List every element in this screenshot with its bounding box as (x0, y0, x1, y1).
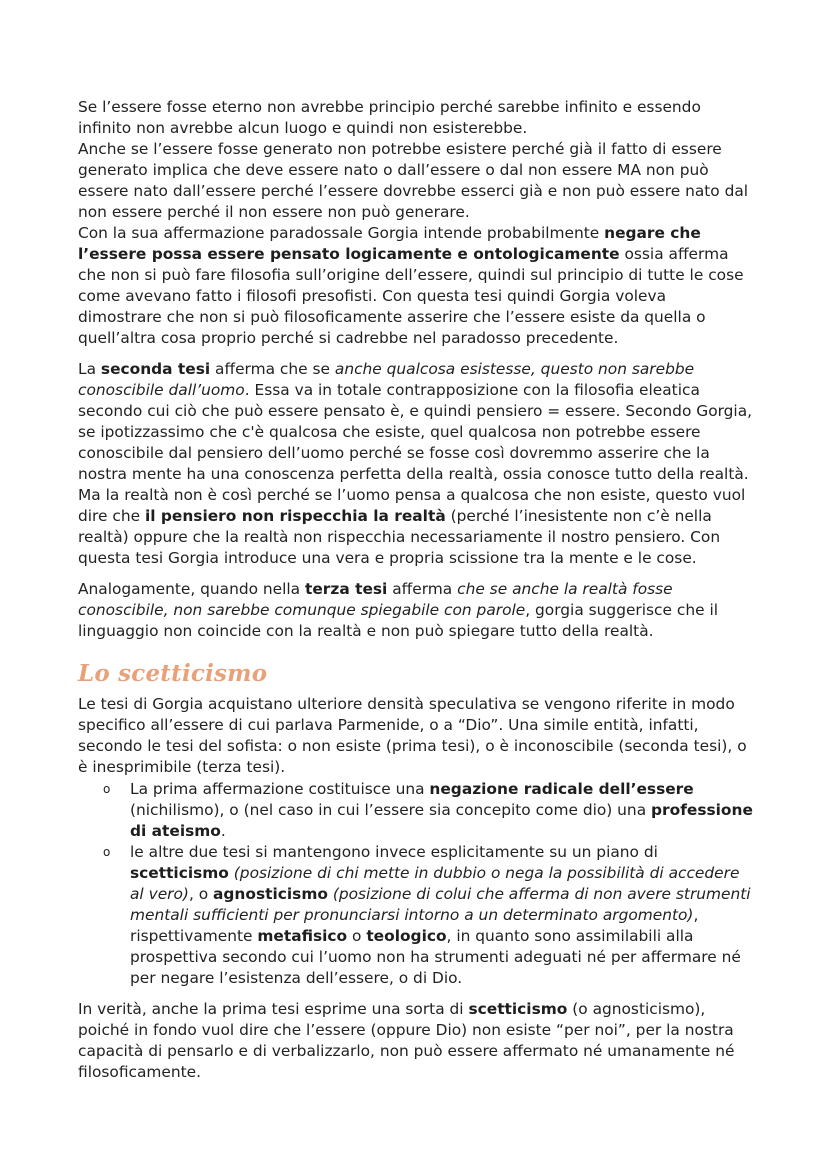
list-item (78, 842, 754, 989)
text-span: (perché l’inesistente non c’è nella realtà) oppure che la realtà non rispecchia necessariamente il nostro pensiero. Con questa tesi Gorgia introduce una vera e propria scissione tra la mente e le cose. (78, 507, 721, 567)
paragraph-first-thesis-meaning (78, 223, 754, 349)
paragraph-generated-being: Anche se l’essere fosse generato non potrebbe esistere perché già il fatto di essere generato implica che deve essere nato o dall’essere o dal non essere MA non può essere nato dall’essere perché l’essere dovrebbe esserci già e non può essere nato dal non essere perché il non essere non può generare. (78, 140, 749, 221)
text-span: , rispettivamente (130, 906, 699, 945)
text-span: , gorgia suggerisce che il linguaggio non coincide con la realtà e non può spiegare tutto della realtà. (78, 601, 719, 640)
text-span: (nichilismo), o (nel caso in cui l’essere sia concepito come dio) una (130, 801, 652, 819)
text-span: , o (188, 885, 214, 903)
bullet-list (78, 779, 754, 989)
text-span: Analogamente, quando nella (78, 580, 305, 598)
paragraph-third-thesis (78, 579, 754, 642)
document-body (78, 97, 754, 1083)
bold-phrase: negare che l’essere possa essere pensato logicamente e ontologicamente (78, 224, 701, 263)
bold-phrase: scetticismo (130, 864, 229, 882)
bold-phrase: scetticismo (468, 1000, 568, 1018)
section-heading-scepticism: Lo scetticismo (78, 660, 268, 687)
bold-phrase: seconda tesi (100, 360, 211, 378)
bold-phrase: metafisico (257, 927, 348, 945)
paragraph-closing (78, 999, 754, 1083)
text-span: La (78, 360, 101, 378)
text-span: afferma che se (210, 360, 335, 378)
bold-phrase: agnosticismo (213, 885, 328, 903)
paragraph-scepticism-intro: Le tesi di Gorgia acquistano ulteriore densità speculativa se vengono riferite in modo specifico all’essere di cui parlava Parmenide, o a “Dio”. Una simile entità, infatti, secondo le tesi del sofista: o non esiste (prima tesi), o è inconoscibile (seconda tesi), o è inesprimibile (terza tesi). (78, 695, 747, 776)
list-item (78, 779, 754, 842)
italic-phrase: (posizione di colui che afferma di non avere strumenti mentali sufficienti per pronunciarsi intorno a un determinato argomento) (130, 885, 751, 924)
text-span: ossia afferma che non si può fare filosofia sull’origine dell’essere, quindi sul principio di tutte le cose come avevano fatto i filosofi presofisti. Con questa tesi quindi Gorgia voleva dimostrare che non si può filosoficamente asserire che l’essere esiste da quella o quell’altra cosa proprio perché si cadrebbe nel paradosso precedente. (78, 245, 744, 347)
paragraph-eternal-being: Se l’essere fosse eterno non avrebbe principio perché sarebbe infinito e essendo infinito non avrebbe alcun luogo e quindi non esisterebbe. (78, 98, 701, 137)
bold-phrase: terza tesi (305, 580, 388, 598)
italic-phrase: (posizione di chi mette in dubbio o nega la possibilità di accedere al vero) (130, 864, 740, 903)
bold-phrase: negazione radicale dell’essere (429, 780, 694, 798)
text-span: . (220, 822, 226, 840)
bold-phrase: il pensiero non rispecchia la realtà (144, 507, 446, 525)
bold-phrase: professione di ateismo (130, 801, 753, 840)
text-span: , in quanto sono assimilabili alla prospettiva secondo cui l’uomo non ha strumenti adeguati né per affermare né per negare l’esistenza dell’essere, o di Dio. (130, 927, 741, 987)
text-span: (o agnosticismo), poiché in fondo vuol dire che l’essere (oppure Dio) non esiste “per noi”, per la nostra capacità di pensarlo e di verbalizzarlo, non può essere affermato né umanamente né filosoficamente. (78, 1000, 735, 1081)
italic-phrase: che se anche la realtà fosse conoscibile, non sarebbe comunque spiegabile con parole (78, 580, 673, 619)
bullet-marker: o (103, 845, 111, 859)
text-span: Con la sua affermazione paradossale Gorgia intende probabilmente (78, 224, 605, 242)
text-span: afferma (387, 580, 458, 598)
bullet-marker: o (103, 782, 111, 796)
italic-phrase: anche qualcosa esistesse, questo non sarebbe conoscibile dall’uomo (78, 360, 695, 399)
text-span: . Essa va in totale contrapposizione con la filosofia eleatica secondo cui ciò che può essere pensato è, e quindi pensiero = essere. Secondo Gorgia, se ipotizzassimo che c'è qualcosa che esiste, quel qualcosa non potrebbe essere conoscibile dal pensiero dell’uomo perché se fosse così dovremmo asserire che la nostra mente ha una conoscenza perfetta della realtà, ossia conosce tutto della realtà. Ma la realtà non è così perché se l’uomo pensa a qualcosa che non esiste, questo vuol dire che (78, 381, 753, 525)
text-span: La prima affermazione costituisce una (130, 780, 430, 798)
bold-phrase: teologico (366, 927, 447, 945)
paragraph-second-thesis (78, 359, 754, 569)
text-span: In verità, anche la prima tesi esprime una sorta di (78, 1000, 469, 1018)
text-span: le altre due tesi si mantengono invece esplicitamente su un piano di (130, 843, 658, 861)
text-span: o (347, 927, 367, 945)
